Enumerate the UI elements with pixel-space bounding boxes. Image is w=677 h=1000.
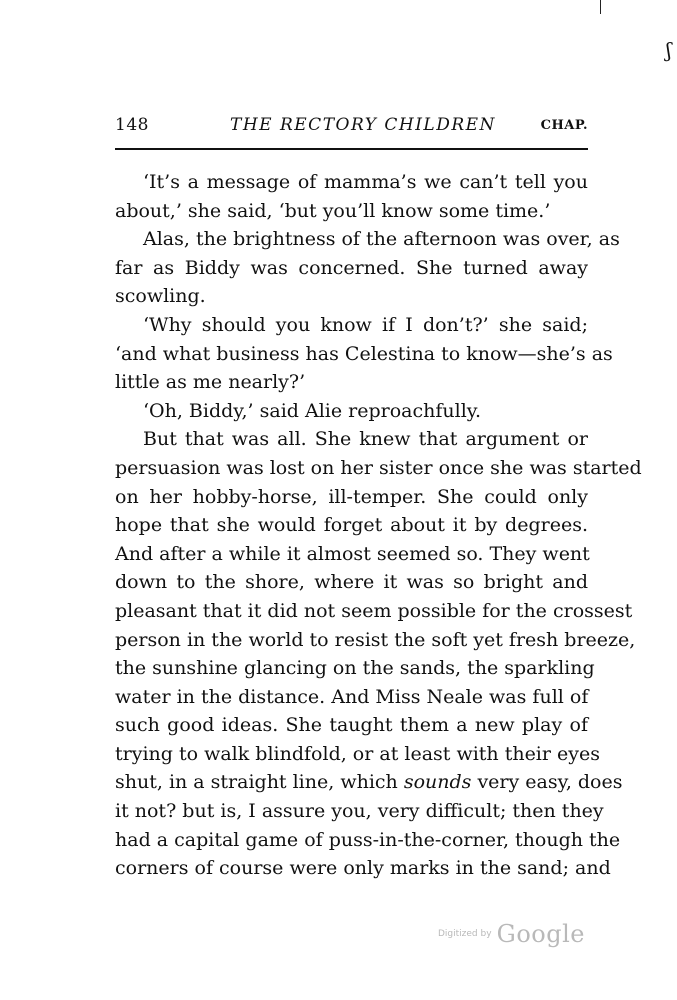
header-rule — [115, 148, 588, 150]
text-line: had a capital game of puss-in-the-corner, though the — [115, 828, 621, 851]
text-line: Alas, the brightness of the afternoon was over, as — [143, 228, 620, 251]
text-line: such good ideas. She taught them a new play of — [115, 714, 588, 737]
text-line: scowling. — [115, 285, 206, 308]
text-line: ‘and what business has Celestina to know—she’s as — [115, 342, 613, 365]
text-line: pleasant that it did not seem possible for the crossest — [115, 599, 633, 622]
text-segment: shut, in a straight line, which — [115, 771, 398, 794]
text-line: it not? but is, I assure you, very difficult; then they — [115, 800, 604, 823]
text-line: And after a while it almost seemed so. They went — [115, 542, 590, 565]
text-line: ‘Why should you know if I don’t?’ she said; — [143, 313, 588, 336]
text-line: far as Biddy was concerned. She turned away — [115, 256, 588, 279]
text-line: corners of course were only marks in the sand; and — [115, 857, 611, 880]
google-logo: Google — [496, 920, 585, 948]
text-line: ‘Oh, Biddy,’ said Alie reproachfully. — [143, 399, 482, 422]
google-digitized-watermark — [438, 920, 585, 948]
running-head — [115, 113, 588, 137]
text-segment: very easy, does — [477, 771, 623, 794]
body-text — [115, 168, 642, 883]
text-line: person in the world to resist the soft yet fresh breeze, — [115, 628, 636, 651]
italic-word: sounds — [403, 771, 472, 794]
text-line: about,’ she said, ‘but you’ll know some time.’ — [115, 199, 551, 222]
text-line-mixed — [115, 768, 623, 797]
book-title: THE RECTORY CHILDREN — [230, 115, 496, 135]
chapter-label: CHAP. — [540, 118, 588, 133]
text-line: the sunshine glancing on the sands, the sparkling — [115, 657, 595, 680]
text-line: trying to walk blindfold, or at least with their eyes — [115, 742, 600, 765]
page-edge-glyph: ʃ — [666, 38, 672, 62]
page-edge-mark — [600, 0, 601, 14]
page-number: 148 — [115, 115, 149, 135]
text-line: down to the shore, where it was so bright and — [115, 571, 588, 594]
text-line: little as me nearly?’ — [115, 371, 306, 394]
text-line: hope that she would forget about it by degrees. — [115, 514, 588, 537]
text-line: But that was all. She knew that argument or — [143, 428, 588, 451]
digitized-by-label: Digitized by — [438, 929, 492, 939]
text-line: water in the distance. And Miss Neale was full of — [115, 685, 589, 708]
text-line: on her hobby-horse, ill-temper. She could only — [115, 485, 588, 508]
text-line: persuasion was lost on her sister once she was started — [115, 456, 642, 479]
text-line: ‘It’s a message of mamma’s we can’t tell you — [143, 171, 588, 193]
